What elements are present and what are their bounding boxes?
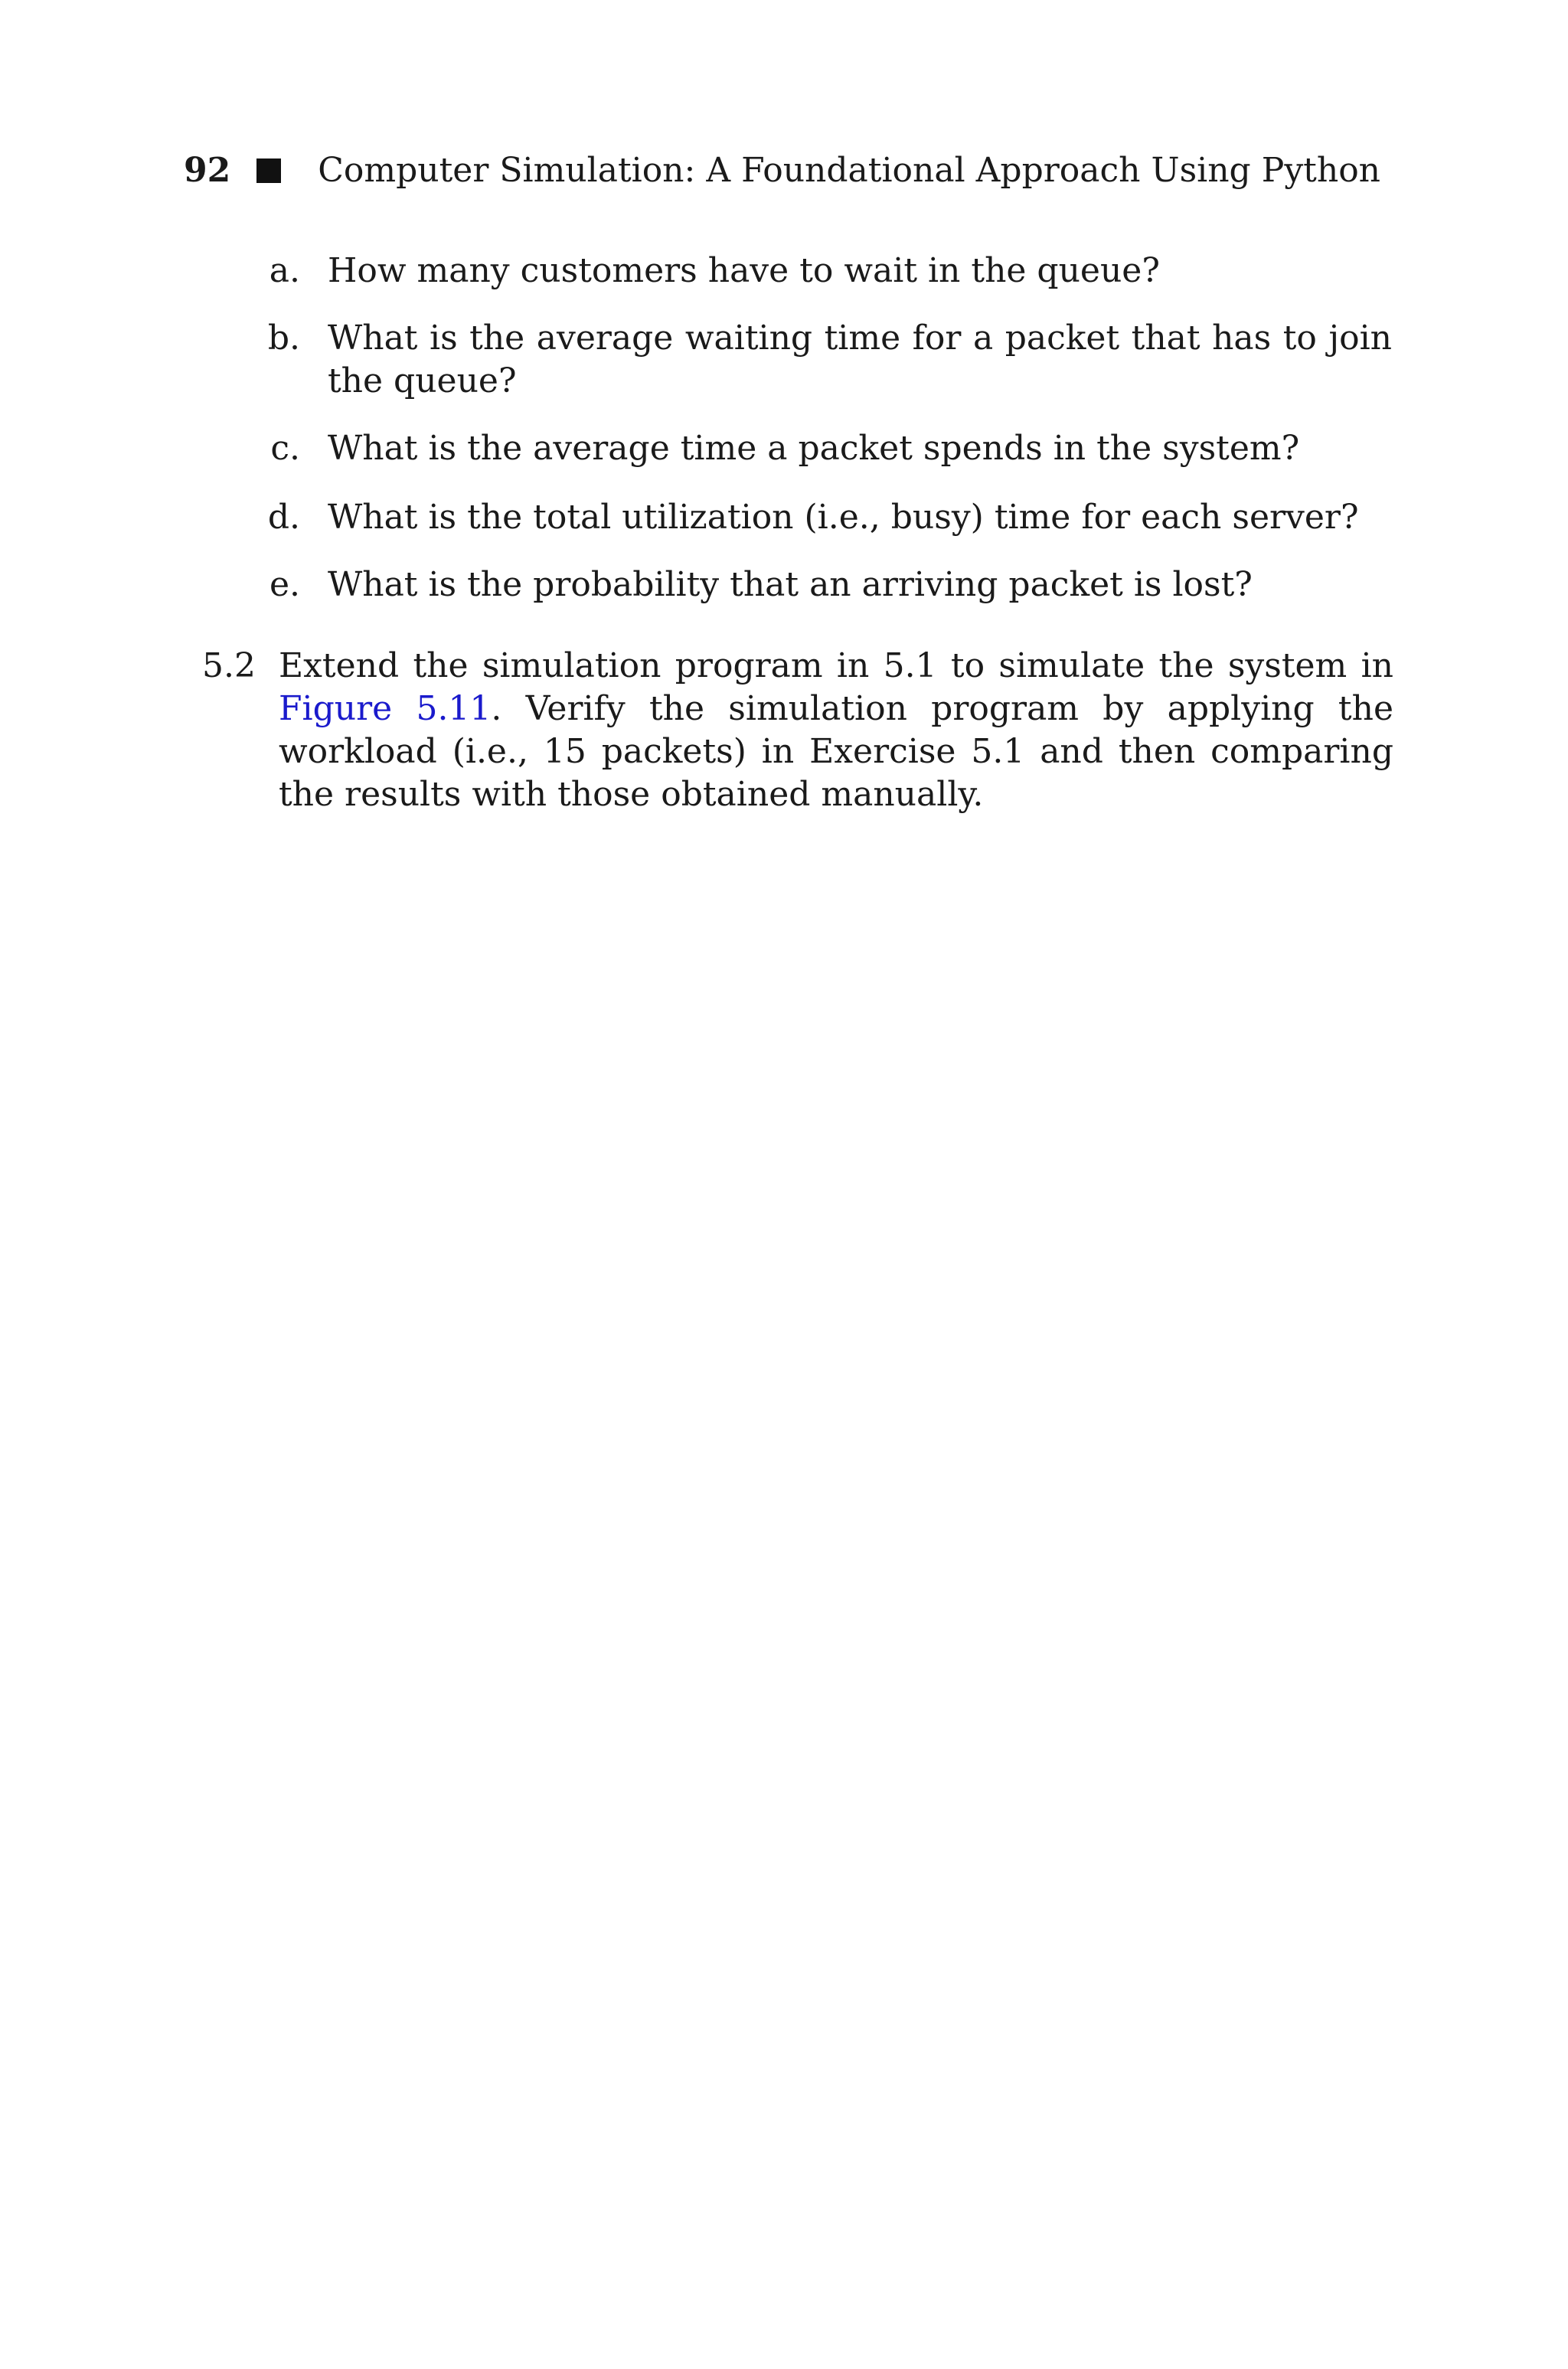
list-item-text: What is the total utilization (i.e., busy) time for each server? bbox=[328, 498, 1359, 537]
list-item-b bbox=[245, 317, 1393, 403]
exercise-text-after: . Verify the simulation program by applying the workload (i.e., 15 packets) in Exercise 5.1 and then comparing the results with those obtained manually. bbox=[279, 689, 1393, 814]
page-number: 92 bbox=[184, 151, 231, 190]
list-item-c bbox=[245, 427, 1393, 470]
list-item-text: What is the probability that an arriving packet is lost? bbox=[328, 565, 1253, 604]
list-item-text: What is the average time a packet spends in the system? bbox=[328, 429, 1300, 468]
exercise-5-2 bbox=[184, 645, 1393, 816]
list-item-marker: e. bbox=[269, 565, 300, 604]
list-item-text: How many customers have to wait in the queue? bbox=[328, 251, 1160, 290]
exercise-text bbox=[279, 645, 1393, 816]
list-item-marker: d. bbox=[267, 498, 300, 537]
header-square-icon bbox=[256, 158, 281, 183]
figure-link[interactable]: Figure 5.11 bbox=[279, 689, 492, 728]
list-item-e bbox=[245, 564, 1393, 606]
exercise-number: 5.2 bbox=[202, 646, 256, 685]
list-item-marker: a. bbox=[269, 251, 300, 290]
exercise-text-before: Extend the simulation program in 5.1 to simulate the system in bbox=[279, 646, 1393, 685]
list-item-marker: b. bbox=[267, 319, 300, 358]
running-title: Computer Simulation: A Foundational Approach Using Python bbox=[318, 151, 1381, 190]
list-item-text: What is the average waiting time for a packet that has to join the queue? bbox=[328, 319, 1392, 400]
list-item-d bbox=[245, 496, 1393, 539]
list-item-marker: c. bbox=[270, 429, 300, 468]
list-item-a bbox=[245, 250, 1393, 292]
page-header bbox=[184, 144, 1380, 198]
